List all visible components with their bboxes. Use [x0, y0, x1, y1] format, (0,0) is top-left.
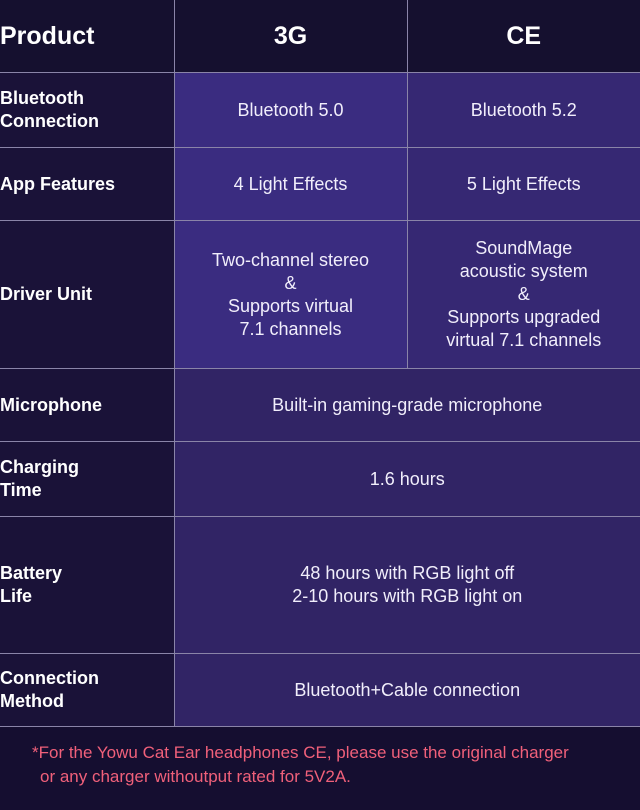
header-3g: 3G: [174, 0, 407, 73]
cell-ce: SoundMage acoustic system & Supports upgraded virtual 7.1 channels: [407, 221, 640, 369]
footnote-text: [32, 741, 622, 789]
cell-3g: Two-channel stereo & Supports virtual 7.1 channels: [174, 221, 407, 369]
row-microphone: [0, 369, 640, 442]
row-label: Microphone: [0, 369, 174, 442]
cell-shared: 1.6 hours: [174, 442, 640, 517]
footnote-line-1: *For the Yowu Cat Ear headphones CE, please use the original charger: [32, 743, 569, 762]
cell-shared: 48 hours with RGB light off 2-10 hours with RGB light on: [174, 517, 640, 654]
header-ce: CE: [407, 0, 640, 73]
row-label: Charging Time: [0, 442, 174, 517]
cell-3g: 4 Light Effects: [174, 148, 407, 221]
cell-shared: Bluetooth+Cable connection: [174, 654, 640, 727]
row-label: Battery Life: [0, 517, 174, 654]
table-header-row: [0, 0, 640, 73]
row-driver-unit: [0, 221, 640, 369]
cell-3g: Bluetooth 5.0: [174, 73, 407, 148]
row-label: App Features: [0, 148, 174, 221]
row-app-features: [0, 148, 640, 221]
cell-ce: Bluetooth 5.2: [407, 73, 640, 148]
row-label: Bluetooth Connection: [0, 73, 174, 148]
footnote-line-2: or any charger withoutput rated for 5V2A.: [40, 767, 351, 786]
row-bluetooth-connection: [0, 73, 640, 148]
header-product: Product: [0, 0, 174, 73]
cell-shared: Built-in gaming-grade microphone: [174, 369, 640, 442]
cell-ce: 5 Light Effects: [407, 148, 640, 221]
row-battery-life: [0, 517, 640, 654]
row-label: Driver Unit: [0, 221, 174, 369]
row-label: Connection Method: [0, 654, 174, 727]
row-connection-method: [0, 654, 640, 727]
footnote: [0, 727, 640, 810]
row-charging-time: [0, 442, 640, 517]
